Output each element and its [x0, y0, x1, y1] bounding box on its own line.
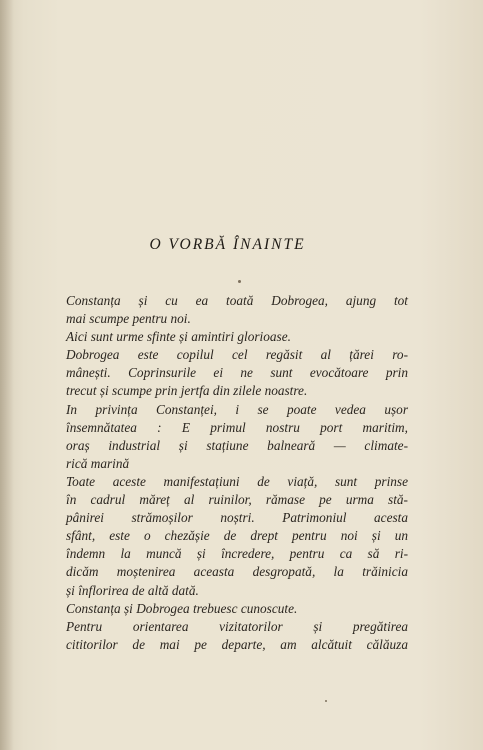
text-line: dicăm moștenirea aceasta desgropată, la trăinicia: [66, 564, 408, 580]
ink-speck: [325, 700, 327, 702]
text-line: și înflorirea de altă dată.: [66, 582, 199, 598]
binding-shadow: [0, 0, 14, 750]
text-line: mai scumpe pentru noi.: [66, 311, 191, 327]
text-line: pânirei strămoșilor noștri. Patrimoniul acesta: [66, 510, 408, 526]
text-line: sfânt, este o chezășie de drept pentru noi și un: [66, 528, 408, 544]
ink-speck: [238, 280, 241, 283]
text-line: însemnătatea : E primul nostru port maritim,: [66, 419, 408, 435]
text-line: îndemn la muncă și încredere, pentru ca să ri-: [66, 546, 408, 562]
text-line: Constanța și cu ea toată Dobrogea, ajung tot: [66, 293, 408, 308]
body-text: [66, 292, 408, 654]
text-line: trecut și scumpe prin jertfa din zilele noastre.: [66, 383, 308, 399]
text-line: cititorilor de mai pe departe, am alcătuit călăuza: [66, 636, 408, 652]
text-line: Toate aceste manifestațiuni de viață, sunt prinse: [66, 473, 408, 489]
text-line: oraș industrial și stațiune balneară — climate-: [66, 437, 408, 453]
text-line: Pentru orientarea vizitatorilor și pregătirea: [66, 618, 408, 634]
chapter-heading: O VORBĂ ÎNAINTE: [149, 236, 306, 253]
text-line: Aici sunt urme sfinte și amintiri glorioase.: [66, 329, 291, 345]
text-line: Constanța și Dobrogea trebuesc cunoscute.: [66, 600, 298, 616]
text-line: Dobrogea este copilul cel regăsit al țărei ro-: [66, 347, 408, 363]
text-line: rică marină: [66, 455, 130, 471]
text-line: mânești. Coprinsurile ei ne sunt evocătoare prin: [66, 365, 408, 381]
text-line: In privința Constanței, i se poate vedea ușor: [66, 401, 408, 417]
text-line: în cadrul măreț al ruinilor, rămase pe urma stă-: [66, 492, 408, 508]
